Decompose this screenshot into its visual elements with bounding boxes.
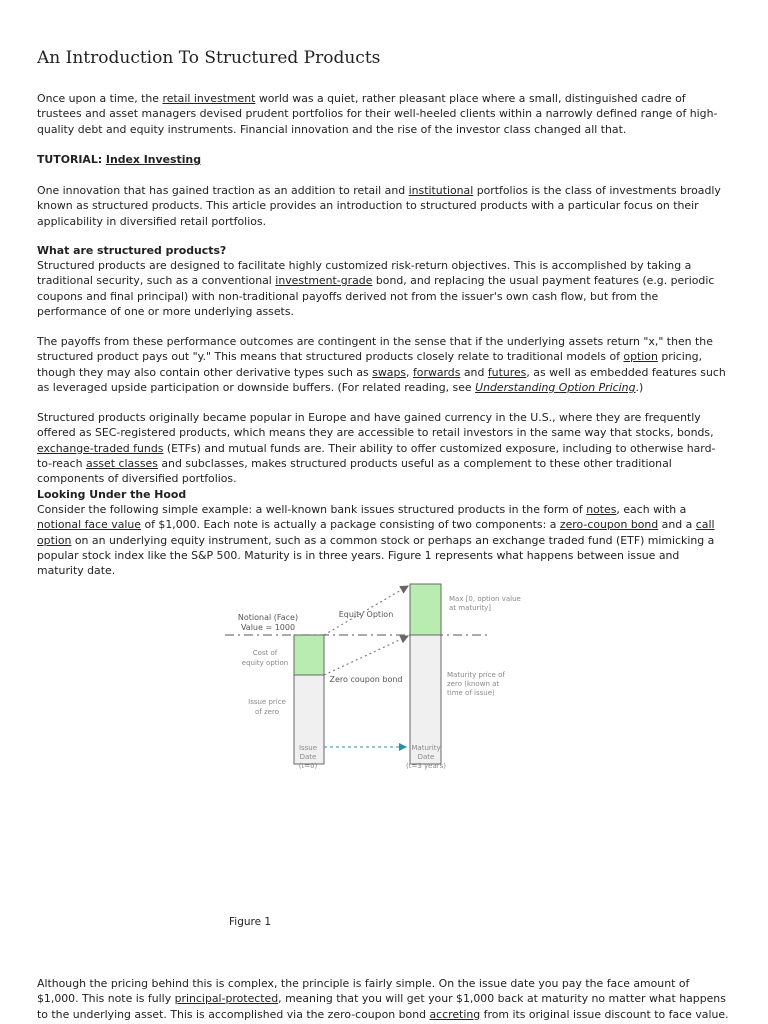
- paragraph-4: The payoffs from these performance outcomes are contingent in the sense that if the underlying assets return "x," then the structured product pays out "y." This means that structured products closely relate to traditional models of option pricing, though they may also contain other derivative types such as swaps, forwards and futures, as well as embedded features such as leveraged upside participation or downside buffers. (For related reading, see Understanding Option Pricing.): [37, 335, 726, 394]
- link-call-option[interactable]: call option: [37, 518, 715, 547]
- link-zero-coupon-bond[interactable]: zero-coupon bond: [559, 518, 659, 532]
- page-title: An Introduction To Structured Products: [37, 48, 381, 68]
- link-exchange-traded-funds[interactable]: exchange-traded funds: [37, 441, 164, 455]
- link-asset-classes[interactable]: asset classes: [86, 456, 158, 470]
- label-max-1: Max [0, option value: [449, 595, 521, 603]
- label-max-2: at maturity]: [449, 604, 491, 612]
- section-heading-under-the-hood: Looking Under the Hood: [37, 488, 187, 501]
- paragraph-3: Structured products are designed to facilitate highly customized risk-return objectives. This is accomplished by taking a traditional security, such as a conventional investment-grade bond, and replacing the usual payment features (e.g. periodic coupons and final principal) with non-traditional payoffs derived not from the issuer's own cash flow, but from the performance of one or more underlying assets.: [37, 259, 715, 318]
- paragraph-6: Consider the following simple example: a well-known bank issues structured products in the form of notes, each with a notional face value of $1,000. Each note is actually a package consisting of two components: a zero-coupon bond and a call option on an underlying equity instrument, such as a common stock or perhaps an exchange traded fund (ETF) mimicking a popular stock index like the S&P 500. Maturity is in three years. Figure 1 represents what happens between issue and maturity date.: [37, 503, 715, 578]
- label-maturity-price-3: time of issue): [447, 689, 495, 697]
- maturity-option-bar: [410, 584, 441, 635]
- issue-equity-option-bar: [294, 635, 324, 675]
- label-issue-price-2: of zero: [255, 708, 279, 716]
- link-swaps[interactable]: swaps: [372, 365, 407, 379]
- link-index-investing[interactable]: Index Investing: [105, 153, 201, 166]
- label-maturity-date-1: Maturity: [411, 744, 441, 752]
- paragraph-2: One innovation that has gained traction as an addition to retail and institutional portfolios is the class of investments broadly known as structured products. This article provides an introduction to structured products with a particular focus on their applicability in diversified retail portfolios.: [37, 184, 721, 228]
- link-principal-protected[interactable]: principal-protected: [174, 992, 279, 1006]
- label-issue-date-3: (t=0): [298, 762, 318, 770]
- label-issue-price-1: Issue price: [248, 698, 286, 706]
- label-notional-1: Notional (Face): [237, 613, 299, 622]
- tutorial-label: TUTORIAL:: [37, 153, 106, 166]
- link-institutional[interactable]: institutional: [408, 184, 474, 197]
- label-maturity-date-3: (t=3 years): [405, 762, 447, 770]
- label-notional-2: Value = 1000: [240, 623, 296, 632]
- label-issue-date-1: Issue: [298, 744, 318, 752]
- paragraph-5: Structured products originally became popular in Europe and have gained currency in the U.S., where they are frequently offered as SEC-registered products, which means they are accessible to retail investors in the same way that stocks, bonds, exchange-traded funds (ETFs) and mutual funds are. Their ability to offer customized exposure, including to otherwise hard-to-reach asset classes and subclasses, makes structured products useful as a complement to these other traditional components of diversified portfolios.: [37, 411, 716, 486]
- label-cost-2: equity option: [241, 659, 289, 667]
- zero-coupon-arrow: [324, 636, 408, 675]
- tutorial-line: [37, 152, 729, 167]
- section-heading-what-are: What are structured products?: [37, 244, 227, 257]
- link-understanding-option-pricing[interactable]: Understanding Option Pricing: [475, 380, 636, 394]
- label-maturity-price-2: zero (known at: [447, 680, 500, 688]
- label-zero-coupon-bond: Zero coupon bond: [329, 675, 403, 684]
- label-maturity-date-2: Date: [417, 753, 435, 761]
- label-maturity-price-1: Maturity price of: [447, 671, 505, 679]
- link-notional-face-value[interactable]: notional face value: [37, 518, 141, 532]
- intro-paragraph: Once upon a time, the retail investment world was a quiet, rather pleasant place where a small, distinguished cadre of trustees and asset managers devised prudent portfolios for their well-heeled clients within a narrowly defined range of high-quality debt and equity instruments. Financial innovation and the rise of the investor class changed all that.: [37, 92, 718, 136]
- link-accreting[interactable]: accreting: [429, 1007, 481, 1021]
- link-investment-grade[interactable]: investment-grade: [275, 274, 373, 288]
- link-retail-investment[interactable]: retail investment: [162, 92, 256, 105]
- label-cost-1: Cost of: [252, 649, 278, 657]
- figure-1-diagram: [37, 578, 729, 788]
- label-equity-option: Equity Option: [338, 610, 394, 619]
- link-option[interactable]: option: [623, 350, 658, 364]
- label-issue-date-2: Date: [299, 753, 317, 761]
- link-forwards[interactable]: forwards: [412, 365, 461, 379]
- link-futures[interactable]: futures: [487, 365, 527, 379]
- figure-caption: Figure 1: [229, 916, 272, 928]
- paragraph-7: Although the pricing behind this is complex, the principle is fairly simple. On the issue date you pay the face amount of $1,000. This note is fully principal-protected, meaning that you will get your $1,000 back at maturity no matter what happens to the underlying asset. This is accomplished via the zero-coupon bond accreting from its original issue discount to face value.: [37, 977, 729, 1021]
- link-notes[interactable]: notes: [586, 503, 617, 516]
